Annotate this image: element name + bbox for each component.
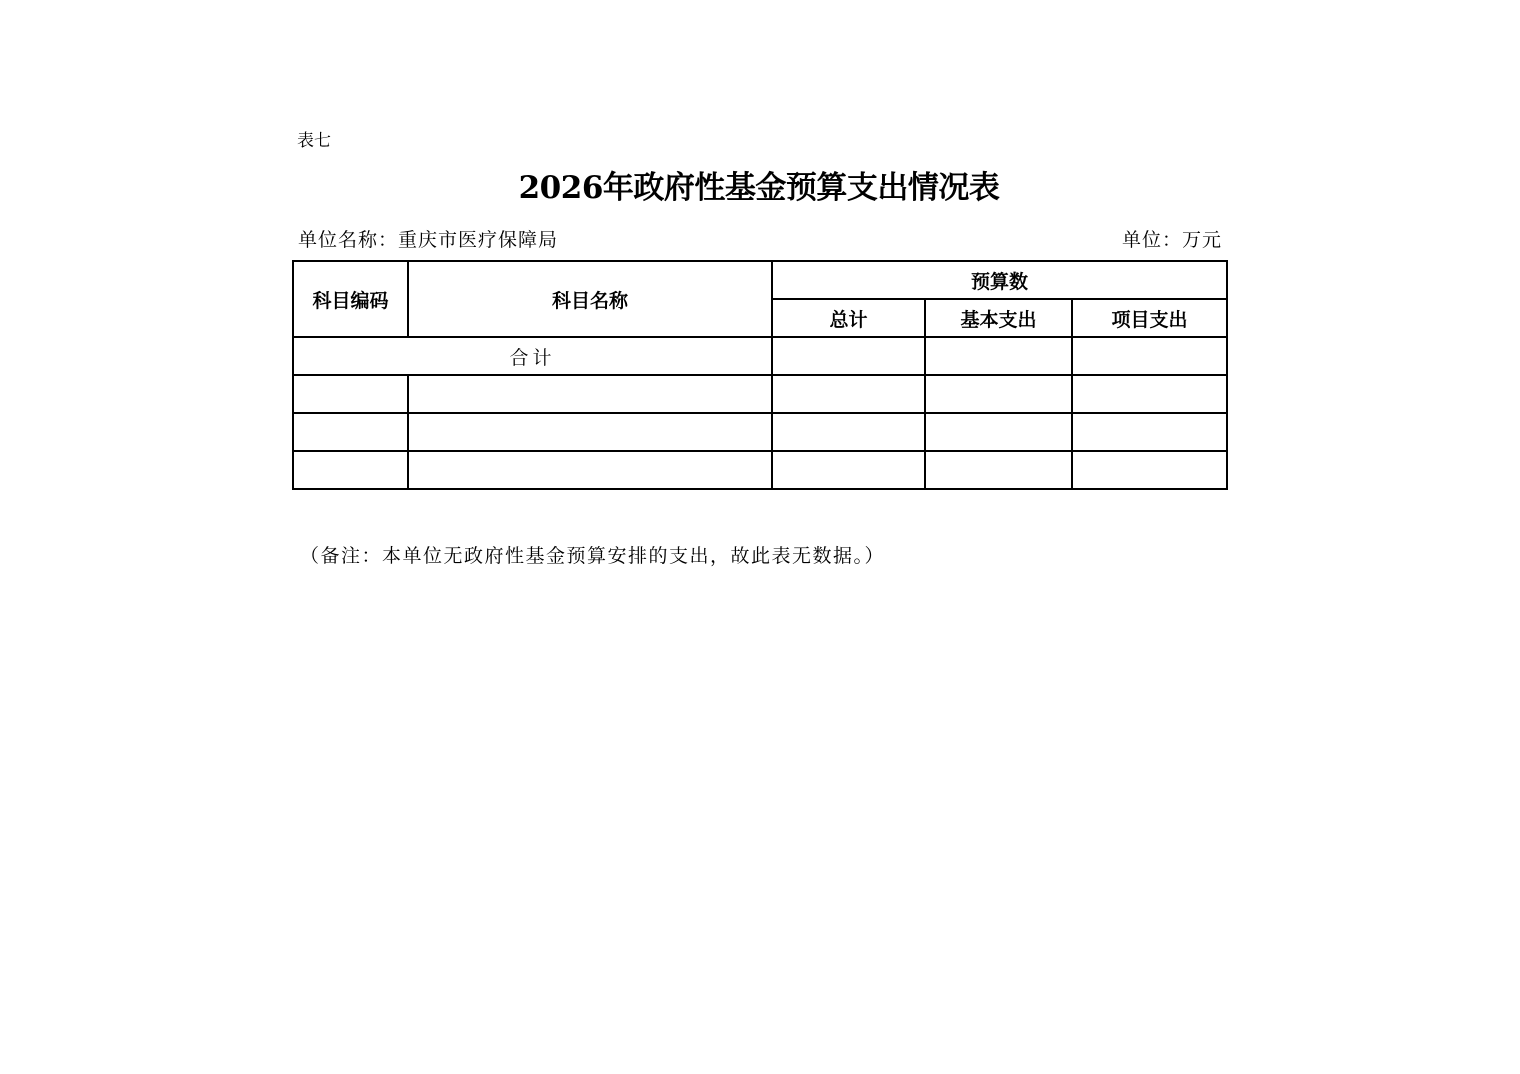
header-basic-expenditure: 基本支出 bbox=[925, 299, 1072, 337]
unit-name-label: 单位名称：重庆市医疗保障局 bbox=[298, 229, 559, 251]
remark-note: （备注：本单位无政府性基金预算安排的支出，故此表无数据。） bbox=[300, 545, 886, 567]
table-cell bbox=[408, 451, 772, 489]
total-row bbox=[293, 337, 1227, 375]
total-row-basic-cell bbox=[925, 337, 1072, 375]
table-cell bbox=[772, 451, 925, 489]
header-project-expenditure: 项目支出 bbox=[1072, 299, 1227, 337]
table-cell bbox=[925, 375, 1072, 413]
table-row bbox=[293, 413, 1227, 451]
total-row-total-cell bbox=[772, 337, 925, 375]
table-cell bbox=[408, 413, 772, 451]
table-row bbox=[293, 451, 1227, 489]
table-cell bbox=[1072, 413, 1227, 451]
table-cell bbox=[1072, 451, 1227, 489]
total-row-label: 合计 bbox=[293, 337, 772, 375]
header-subject-code: 科目编码 bbox=[293, 261, 408, 337]
table-cell bbox=[293, 451, 408, 489]
total-row-project-cell bbox=[1072, 337, 1227, 375]
table-cell bbox=[1072, 375, 1227, 413]
page-title: 2026年政府性基金预算支出情况表 bbox=[518, 170, 1000, 206]
table-row bbox=[293, 375, 1227, 413]
table-cell bbox=[408, 375, 772, 413]
table-cell bbox=[925, 413, 1072, 451]
header-total: 总计 bbox=[772, 299, 925, 337]
table-number-label: 表七 bbox=[297, 131, 331, 151]
table-cell bbox=[925, 451, 1072, 489]
currency-unit-label: 单位：万元 bbox=[1121, 229, 1222, 251]
table-cell bbox=[772, 413, 925, 451]
table-cell bbox=[293, 375, 408, 413]
header-subject-name: 科目名称 bbox=[408, 261, 772, 337]
budget-table bbox=[292, 260, 1228, 490]
header-budget-amount: 预算数 bbox=[772, 261, 1227, 299]
table-cell bbox=[772, 375, 925, 413]
table-cell bbox=[293, 413, 408, 451]
table-header-row bbox=[293, 261, 1227, 299]
